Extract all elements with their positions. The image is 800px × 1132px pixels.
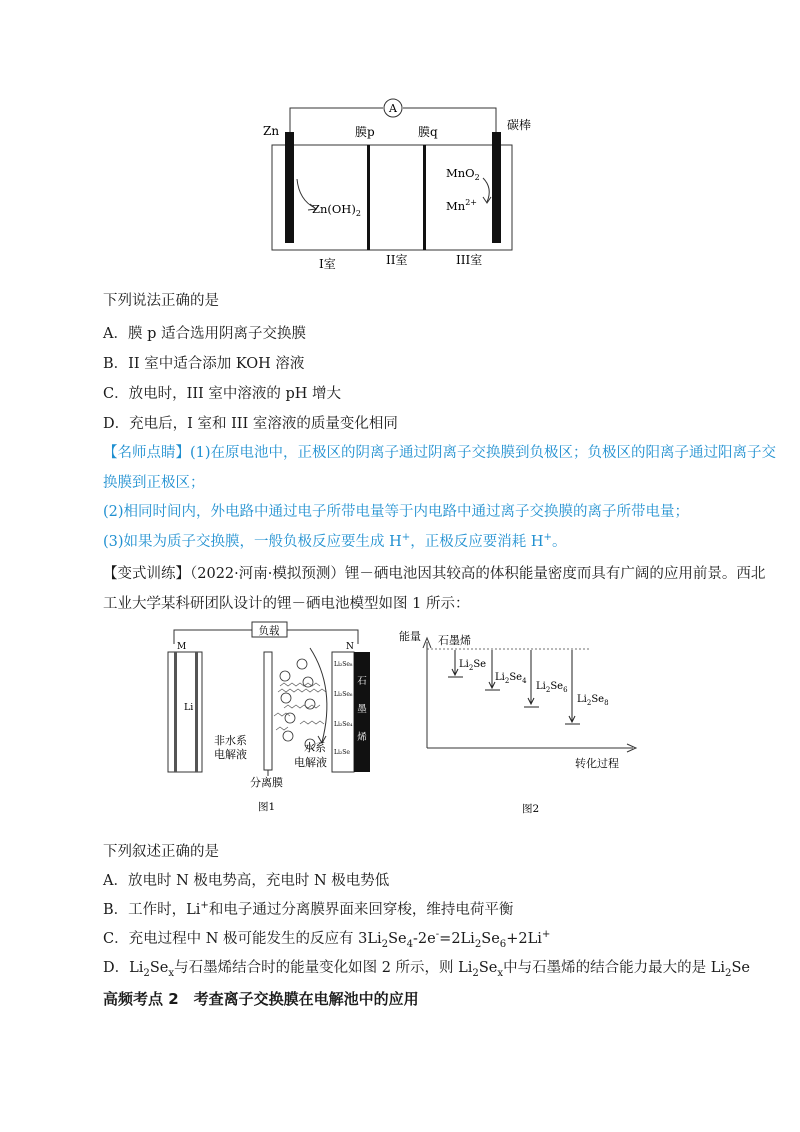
layer-label-2: Li₂Se₆ xyxy=(334,691,353,698)
graphene-char-1: 石 xyxy=(357,676,367,687)
n-label: N xyxy=(346,642,354,652)
svg-text:Li2Se6: $Li_2Se_6$ xyxy=(536,681,568,694)
q1-stem: 下列说法正确的是 xyxy=(103,293,219,309)
variant-line-2: 工业大学某科研团队设计的锂－硒电池模型如图 1 所示： xyxy=(103,596,470,612)
q2-option-c[interactable]: C．充电过程中 N 极可能发生的反应有 $3Li_2Se_4-2e^-=2Li_2Se_6+2Li^+$ xyxy=(103,929,551,950)
membrane-q-label: 膜q xyxy=(418,125,438,139)
svg-text:Li2Se4: $Li_2Se_4$ xyxy=(495,672,527,685)
room1-label: I室 xyxy=(319,257,336,271)
svg-text:MnO2: MnO$_2$ xyxy=(446,166,480,182)
zn-cell-figure xyxy=(255,92,535,272)
section-heading: 高频考点 2 考查离子交换膜在电解池中的应用 xyxy=(103,990,419,1008)
species-4-label: Li xyxy=(577,694,587,705)
nonaqueous-label-1: 非水系 xyxy=(214,734,247,747)
q1-option-b[interactable]: B．II 室中适合添加 KOH 溶液 xyxy=(103,356,305,372)
figure2-caption: 图2 xyxy=(522,803,540,815)
tips-line-2: 换膜到正极区； xyxy=(103,475,205,491)
aqueous-label-2: 电解液 xyxy=(294,756,327,769)
q2-stem: 下列叙述正确的是 xyxy=(103,844,219,860)
membrane-q xyxy=(423,145,426,250)
carbon-rod-label: 碳棒 xyxy=(507,118,532,132)
zn-label: Zn xyxy=(263,124,280,138)
nonaqueous-label-2: 电解液 xyxy=(214,748,247,761)
q2-option-d[interactable]: D．$Li_2Se_x$与石墨烯结合时的能量变化如图 2 所示，则 $Li_2Se_x$中与石墨烯的结合能力最大的是 $Li_2Se$ xyxy=(103,960,750,979)
room2-label: II室 xyxy=(386,253,408,267)
separator-label: 分离膜 xyxy=(250,776,283,789)
li-label: Li xyxy=(184,702,194,713)
tips-line-1: 【名师点睛】(1)在原电池中，正极区的阴离子通过阴离子交换膜到负极区；负极区的阳离子通过阳离子交 xyxy=(103,445,777,461)
figure1-caption: 图1 xyxy=(258,801,276,813)
li-se-battery-figure-1 xyxy=(160,618,385,818)
species-3-label: Li xyxy=(536,681,546,692)
zn-electrode xyxy=(285,132,294,243)
svg-text:Zn(OH)2: $Zn(OH)_2$ xyxy=(312,202,361,218)
membrane-p xyxy=(367,145,370,250)
membrane-p-label: 膜p xyxy=(355,125,375,139)
room3-label: III室 xyxy=(456,253,483,267)
tips-label: 【名师点睛】 xyxy=(103,445,190,461)
mn2-label: Mn xyxy=(446,199,466,213)
load-label: 负载 xyxy=(258,625,280,637)
layer-label-1: Li₂Se₈ xyxy=(334,661,353,668)
y-axis-label: 能量 xyxy=(399,630,421,643)
aqueous-label-1: 水系 xyxy=(304,741,326,754)
svg-text:Li2Se: $Li_2Se$ xyxy=(459,659,487,672)
variant-line-1: 【变式训练】（2022·河南·模拟预测）锂－硒电池因其较高的体积能量密度而具有广阔的应用前景。西北 xyxy=(103,566,766,582)
tips-line-4: (3)如果为质子交换膜，一般负极反应要生成 H+，正极反应要消耗 H+。 xyxy=(103,532,567,550)
mno2-label: MnO xyxy=(446,166,475,180)
svg-text:Li2Se8: $Li_2Se_8$ xyxy=(577,694,609,707)
q2-option-a[interactable]: A．放电时 N 极电势高，充电时 N 极电势低 xyxy=(103,873,390,889)
ammeter-label: A xyxy=(389,102,397,115)
q2-option-b[interactable]: B．工作时，Li+和电子通过分离膜界面来回穿梭，维持电荷平衡 xyxy=(103,900,514,918)
layer-label-4: Li₂Se xyxy=(334,749,350,756)
q1-option-a[interactable]: A．膜 p 适合选用阴离子交换膜 xyxy=(103,326,306,342)
x-axis-label: 转化过程 xyxy=(575,757,619,770)
separator xyxy=(264,652,272,770)
q1-option-c[interactable]: C．放电时，III 室中溶液的 pH 增大 xyxy=(103,386,342,402)
svg-text:Mn2+: $Mn^{2+}$ xyxy=(446,198,477,213)
species-2-label: Li xyxy=(495,672,505,683)
graphene-char-2: 墨 xyxy=(357,704,367,715)
tips-line-3: (2)相同时间内，外电路中通过电子所带电量等于内电路中通过离子交换膜的离子所带电量； xyxy=(103,504,690,520)
species-1-label: Li xyxy=(459,659,469,670)
graphene-char-3: 烯 xyxy=(357,732,367,743)
carbon-electrode xyxy=(492,132,501,243)
m-label: M xyxy=(177,642,187,652)
energy-diagram-figure-2 xyxy=(395,620,645,820)
graphene-label: 石墨烯 xyxy=(438,634,471,647)
zn-oh2-label: Zn(OH) xyxy=(312,202,356,216)
layer-label-3: Li₂Se₄ xyxy=(334,721,353,728)
q1-option-d[interactable]: D．充电后，I 室和 III 室溶液的质量变化相同 xyxy=(103,416,398,432)
